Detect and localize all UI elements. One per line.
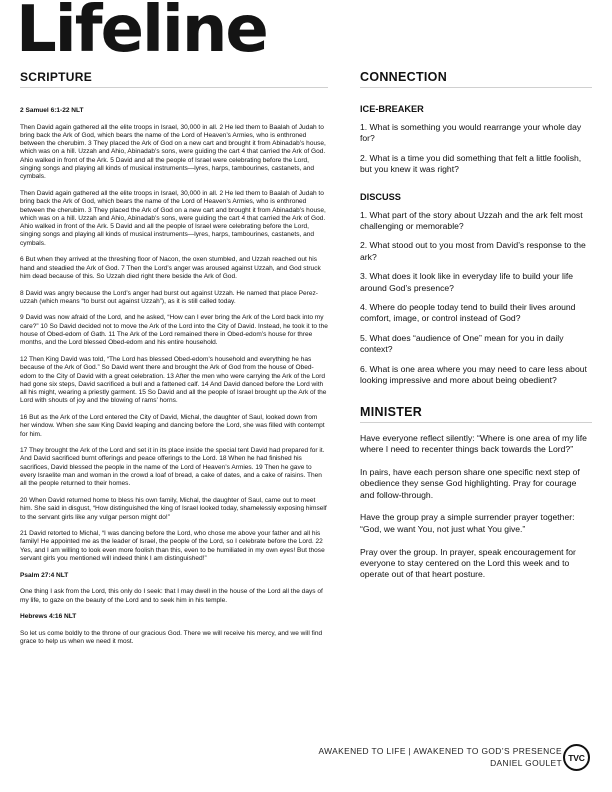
- connection-heading: CONNECTION: [360, 70, 592, 88]
- minister-paragraph: In pairs, have each person share one specific next step of obedience they sense God highlighting. Pray for courage and follow-through.: [360, 466, 580, 500]
- discuss-question: 4. Where do people today tend to build their lives around comfort, image, or control instead of God?: [360, 302, 576, 324]
- minister-heading: MINISTER: [360, 405, 592, 423]
- icebreaker-question: 1. What is something you would rearrange your whole day for?: [360, 122, 582, 144]
- scripture-paragraph: One thing I ask from the Lord, this only do I seek: that I may dwell in the house of the Lord all the days of my life, to gaze on the beauty of the Lord and to seek him in his temple.: [20, 588, 323, 604]
- icebreaker-heading: ICE-BREAKER: [360, 104, 424, 114]
- discuss-question: 1. What part of the story about Uzzah and the ark felt most challenging or memorable?: [360, 209, 583, 232]
- scripture-reference: 2 Samuel 6:1-22 NLT: [20, 107, 84, 114]
- scripture-reference: Psalm 27:4 NLT: [20, 571, 69, 579]
- discuss-question: 6. What is one area where you may need to care less about looking impressive and more about being obedient?: [360, 363, 587, 386]
- scripture-paragraph: Then David again gathered all the elite troops in Israel, 30,000 in all. 2 He led them to Baalah of Judah to bring back the Ark of God, which bears the name of the Lord of Heaven’s Armies, who is enthroned between the cherubim. 3 They placed the Ark of God on a new cart and brought it from Abinadab’s house, which was on a hill. Uzzah and Ahio, Abinadab’s sons, were guiding the cart 4 that carried the Ark of God. Ahio walked in front of the Ark. 5 David and all the people of Israel were celebrating before the Lord, singing songs and playing all kinds of musical instruments—lyres, harps, tambourines, castanets, and cymbals.: [20, 123, 326, 181]
- scripture-paragraph: 12 Then King David was told, “The Lord has blessed Obed-edom’s household and everything he has because of the Ark of God.” So David went there and brought the Ark of God from the house of Obed-edom to the City of David with a great celebration. 13 After the men who were carrying the Ark of the Lord had gone six steps, David sacrificed a bull and a fattened calf. 14 And David danced before the Lord with all his might, wearing a priestly garment. 15 So David and all the people of Israel brought up the Ark of the Lord with shouts of joy and the blowing of rams’ horns.: [20, 355, 327, 405]
- scripture-column: [20, 70, 328, 655]
- scripture-paragraph: 16 But as the Ark of the Lord entered the City of David, Michal, the daughter of Saul, looked down from her window. When she saw King David leaping and dancing before the Lord, she was filled with contempt for him.: [20, 413, 325, 438]
- discuss-question: 3. What does it look like in everyday life to build your life around God’s presence?: [360, 271, 574, 293]
- scripture-paragraph: So let us come boldly to the throne of our gracious God. There we will receive his mercy, and we will find grace to help us when we need it most.: [20, 629, 323, 645]
- icebreaker-question: 2. What is a time you did something that felt a little foolish, but you knew it was right?: [360, 152, 582, 175]
- scripture-paragraph: 9 David was now afraid of the Lord, and he asked, “How can I ever bring the Ark of the Lord back into my care?” 10 So David decided not to move the Ark of the Lord into the City of David. Instead, he took it to the house of Obed-edom of Gath. 11 The Ark of the Lord remained there in Obed-edom’s house for three months, and the Lord blessed Obed-edom and his entire household.: [20, 314, 328, 347]
- minister-paragraph: Pray over the group. In prayer, speak encouragement for everyone to stay centered on the Lord this week and to operate out of that heart posture.: [360, 546, 576, 580]
- scripture-heading: SCRIPTURE: [20, 70, 328, 88]
- footer: [318, 746, 562, 769]
- author-name: DANIEL GOULET: [490, 757, 562, 768]
- logo-text: TVC: [568, 752, 585, 763]
- right-column: [360, 70, 592, 592]
- scripture-paragraph: Then David again gathered all the elite troops in Israel, 30,000 in all. 2 He led them to Baalah of Judah to bring back the Ark of God, which bears the name of the Lord of Heaven’s Armies, who is enthroned between the cherubim. 3 They placed the Ark of God on a new cart and brought it from Abinadab’s house, which was on a hill. Uzzah and Ahio, Abinadab’s sons, were guiding the cart 4 that carried the Ark of God. Ahio walked in front of the Ark. 5 David and all the people of Israel were celebrating before the Lord, singing songs and playing all kinds of musical instruments—lyres, harps, tambourines, castanets, and cymbals.: [20, 189, 326, 247]
- discuss-question: 2. What stood out to you most from David’s response to the ark?: [360, 240, 586, 262]
- discuss-question: 5. What does “audience of One” mean for you in daily context?: [360, 332, 564, 355]
- scripture-paragraph: 17 They brought the Ark of the Lord and set it in its place inside the special tent David had prepared for it. And David sacrificed burnt offerings and peace offerings to the Lord. 18 When he had finished his sacrifices, David blessed the people in the name of the Lord of Heaven’s Armies. 19 Then he gave to every Israelite man and woman in the crowd a loaf of bread, a cake of dates, and a cake of raisins. Then all the people returned to their homes.: [20, 447, 325, 488]
- scripture-paragraph: 8 David was angry because the Lord’s anger had burst out against Uzzah. He named that place Perez-uzzah (which means “to burst out against Uzzah”), as it is still called today.: [20, 289, 318, 305]
- discuss-heading: DISCUSS: [360, 191, 401, 202]
- scripture-body: [20, 107, 328, 646]
- scripture-paragraph: 20 When David returned home to bless his own family, Michal, the daughter of Saul, came out to meet him. She said in disgust, “How distinguished the king of Israel looked today, shamelessly exposing himself to the servant girls like any vulgar person might do!”: [20, 496, 327, 521]
- scripture-paragraph: 6 But when they arrived at the threshing floor of Nacon, the oxen stumbled, and Uzzah reached out his hand and steadied the Ark of God. 7 Then the Lord’s anger was aroused against Uzzah, and God struck him dead because of this. So Uzzah died right there beside the Ark of God.: [20, 256, 321, 280]
- tvc-logo-icon: [563, 744, 590, 771]
- minister-paragraph: Have everyone reflect silently: “Where is one area of my life where I need to recenter things back towards the Lord?”: [360, 432, 587, 454]
- page-title: Lifeline: [16, 0, 267, 67]
- scripture-paragraph: 21 David retorted to Michal, “I was dancing before the Lord, who chose me above your father and all his family! He appointed me as the leader of Israel, the people of the Lord, so I celebrate before the Lord. 22 Yes, and I am willing to look even more foolish than this, even to be humiliated in my own eyes! But those servant girls you mentioned will indeed think I am distinguished!”: [20, 530, 325, 563]
- minister-paragraph: Have the group pray a simple surrender prayer together: “God, we want You, not just what You give.”: [360, 512, 575, 534]
- scripture-reference: Hebrews 4:16 NLT: [20, 613, 77, 621]
- series-title: AWAKENED TO LIFE | AWAKENED TO GOD’S PRESENCE: [318, 746, 562, 756]
- minister-body: [360, 433, 592, 581]
